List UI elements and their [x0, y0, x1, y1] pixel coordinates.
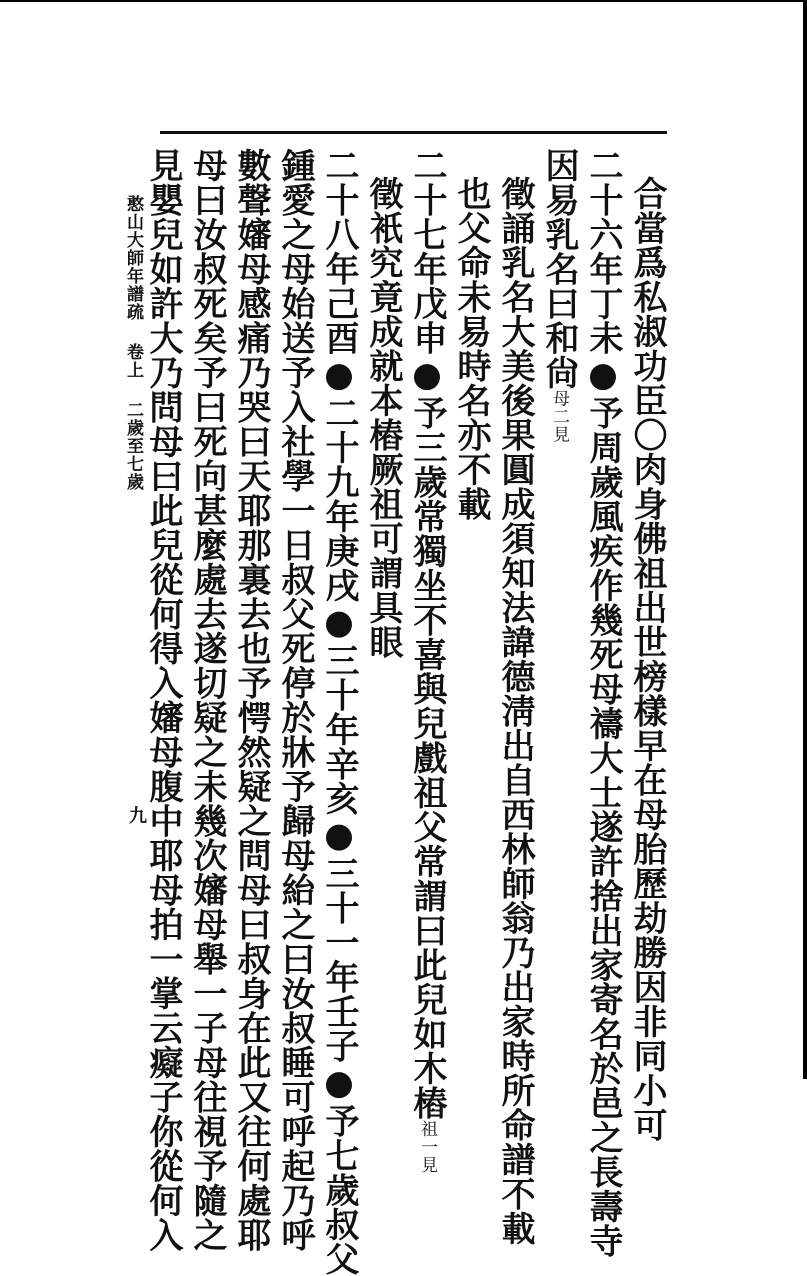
column-text: 二十六年丁未●予周歲風疾作幾死母禱大士遂許捨出家寄名於邑之長壽寺: [583, 148, 623, 1258]
text-column: [187, 148, 227, 1252]
running-head: [121, 195, 146, 491]
text-column: [319, 148, 359, 1276]
text-column: [539, 148, 579, 444]
column-text: 母曰汝叔死矣予曰死向甚麼處去遂切疑之未幾次嬸母舉一子母往視予隨之: [187, 148, 227, 1252]
column-text: 徵誦乳名大美後果圓成須知法諱德淸出自西林師翁乃出家時所命譜不載: [495, 176, 535, 1246]
text-column: [231, 148, 271, 1252]
column-text: 二十七年戊申●予三歲常獨坐不喜與兒戲祖父常謂曰此兒如木樁: [407, 148, 447, 1120]
text-column: [275, 148, 315, 1252]
text-column: [451, 176, 491, 521]
text-column: [363, 176, 403, 659]
volume-label: 卷上: [123, 343, 143, 379]
column-text: 徵衹究竟成就本樁厥祖可謂具眼: [363, 176, 403, 659]
column-text: 見嬰兒如許大乃問母曰此兒從何得入嬸母腹中耶母拍一掌云癡子你從何入: [143, 148, 183, 1252]
text-column: [143, 148, 183, 1252]
header-rule: [160, 131, 667, 134]
column-text: 也父命未易時名亦不載: [451, 176, 491, 521]
page-border-right: [803, 0, 807, 1079]
column-text: 因易乳名曰和尙: [539, 148, 579, 390]
section-label: 二歲至七歲: [123, 401, 143, 491]
inline-note: 母二見: [549, 389, 569, 444]
column-text: 數聲嬸母感痛乃哭曰天耶那裏去也予愕然疑之問母曰叔身在此又往何處耶: [231, 148, 271, 1252]
text-column: [583, 148, 623, 1258]
column-text: 二十八年己酉●二十九年庚戌●三十年辛亥●三十一年壬子●予七歲叔父: [319, 148, 359, 1276]
page-border-top: [0, 0, 807, 2]
text-column: [495, 176, 535, 1246]
inline-note: 祖一見: [417, 1120, 437, 1174]
text-column: [627, 176, 667, 1142]
book-title: 憨山大師年譜疏: [123, 195, 143, 321]
column-text: 合當爲私淑功臣〇肉身佛祖出世榜樣早在母胎歷劫勝因非同小可: [627, 176, 667, 1142]
page-number: 九: [126, 806, 147, 824]
text-column: [407, 148, 447, 1174]
column-text: 鍾愛之母始送予入社學一日叔父死停於牀予歸母紿之曰汝叔睡可呼起乃呼: [275, 148, 315, 1252]
